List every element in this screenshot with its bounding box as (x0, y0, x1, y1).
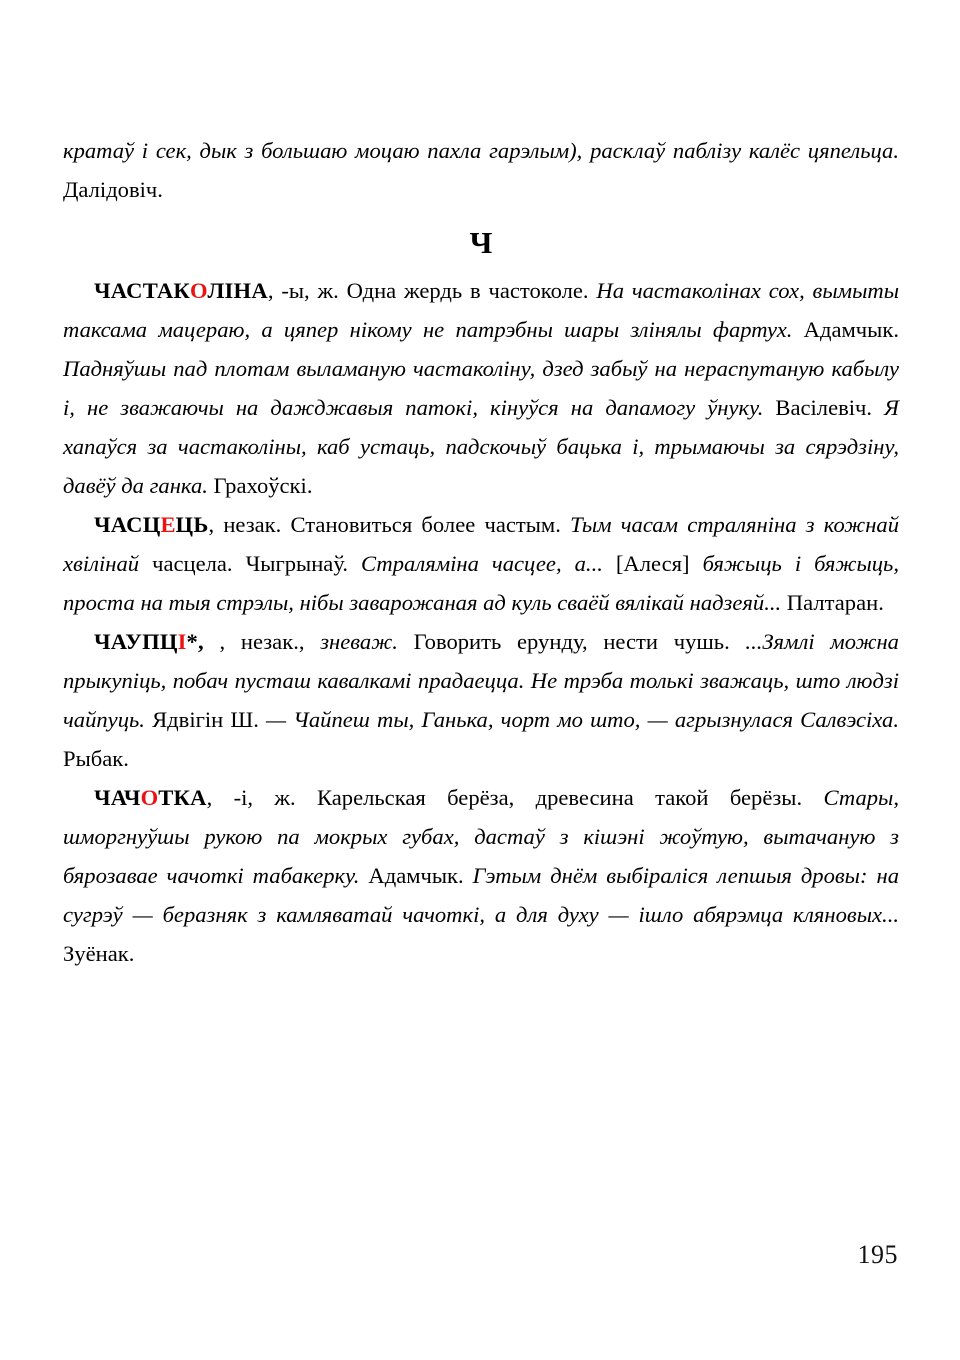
dictionary-entry-chachotka (63, 778, 899, 973)
headword: ЧАСТАК (94, 278, 190, 303)
stressed-vowel: О (140, 785, 159, 810)
citation: Стары, шморгнуўшы рукою па мокрых губах, дастаў з кішэні жоўтую, вытачаную з бярозавае чачоткі табакерку. (63, 785, 899, 888)
citation-keyword: часцела. (152, 551, 233, 576)
citation-source: Зуёнак. (63, 941, 135, 966)
citation-bracket-insertion: [Алеся] (615, 551, 690, 576)
citation-source: Васілевіч. (763, 395, 885, 420)
citation-source: Чыгрынаў. (232, 551, 362, 576)
citation-continued: бяжыць і бяжыць, проста на тыя стрэлы, нібы заварожаная ад куль сваёй вялікай надзеяй... (63, 551, 899, 615)
citation: На частаколінах сох, вымыты таксама мацераю, а цяпер нікому не патрэбны шары злінялы фартух. (63, 278, 900, 342)
citation: Гэтым днём выбіраліся лепшыя дровы: на сугрэў — беразняк з камляватай чачоткі, а для духу — ішло абярэмца кляновых... (63, 863, 900, 927)
dictionary-entry-chaupsi (63, 622, 899, 778)
grammar-info (204, 629, 220, 654)
definition: Карельская берёза, древесина такой берёзы. (316, 785, 824, 810)
headword: ЧАСЦ (94, 512, 161, 537)
headword: ЧАУПЦ (94, 629, 178, 654)
definition: Одна жердь в частоколе. (346, 278, 597, 303)
citation: Тым часам страляніна з кожнай хвілінай (63, 512, 899, 576)
grammar-info: , -ы, ж. (267, 278, 347, 303)
citation-source: Ядвігін Ш. (144, 707, 267, 732)
carryover-source: Далідовіч. (63, 177, 163, 202)
headword-comma: , (197, 629, 204, 654)
citation: Падняўшы пад плотам выламаную частаколіну, дзед забыў на нераспутаную кабылу і, не зважаючы на дажджавыя патокі, кінуўся на дапамогу ўнуку. (63, 356, 899, 420)
stressed-vowel: І (177, 629, 187, 654)
citation: Я хапаўся за частаколіны, каб устаць, падскочыў бацька і, трымаючы за сярэдзіну, давёў да ганка. (63, 395, 899, 498)
headword-tail: ЛІНА (207, 278, 268, 303)
citation-source: Адамчык. (792, 317, 899, 342)
headword: ЧАЧ (94, 785, 141, 810)
headword-tail: ЦЬ (175, 512, 209, 537)
grammar-abbrev: , незак., (219, 629, 321, 654)
page-text-column (63, 131, 899, 973)
definition: Становиться более частым. (290, 512, 571, 537)
stressed-vowel: О (189, 278, 208, 303)
dictionary-entry-chastakolina (63, 271, 899, 505)
usage-label: зневаж. (320, 629, 414, 654)
section-letter-heading: Ч (469, 225, 493, 260)
headword-tail: ТКА (158, 785, 207, 810)
stressed-vowel: Е (160, 512, 176, 537)
grammar-info: , незак. (208, 512, 291, 537)
carryover-citation: кратаў і сек, дык з большаю моцаю пахла гарэлым), расклаў паблізу калёс цяпельца. (63, 138, 899, 163)
citation-source: Рыбак. (63, 746, 129, 771)
citation: — Чайпеш ты, Ганька, чорт мо што, — агрызнулася Салвэсіха. (266, 707, 899, 732)
page-number: 195 (857, 1240, 898, 1269)
grammar-info: , -і, ж. (206, 785, 317, 810)
definition: Говорить ерунду, нести чушь. (413, 629, 746, 654)
citation: ...Зямлі можна прыкупіць, побач пусташ кавалкамі прадаецца. Не трэба толькі зважаць, што людзі чайпуць. (63, 629, 899, 732)
citation: Страляміна часцее, а... (361, 551, 616, 576)
citation-source: Адамчык. (359, 863, 473, 888)
citation-source: Палтаран. (781, 590, 884, 615)
carryover-paragraph (63, 131, 899, 209)
dictionary-entry-chastsets (63, 505, 899, 622)
citation-source: Грахоўскі. (207, 473, 313, 498)
asterisk-marker: * (186, 629, 198, 654)
